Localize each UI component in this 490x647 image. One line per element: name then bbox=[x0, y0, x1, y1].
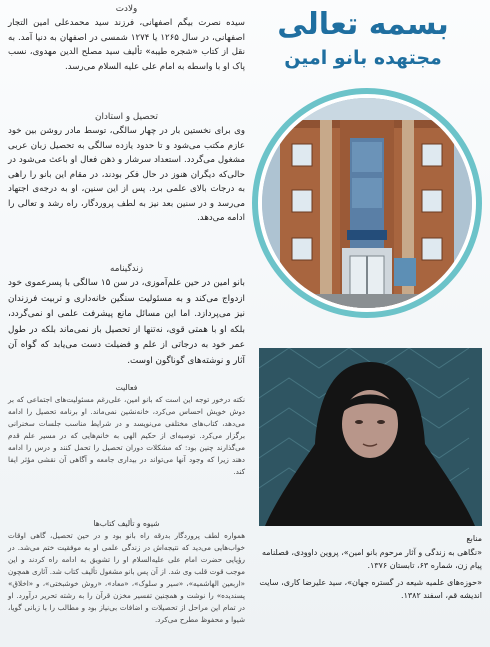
section-activity bbox=[8, 382, 245, 478]
section-life bbox=[8, 262, 245, 369]
section-education bbox=[8, 110, 245, 226]
building-illustration bbox=[262, 98, 472, 308]
building-photo bbox=[262, 98, 472, 308]
page-title: بسمه تعالی bbox=[277, 7, 449, 42]
references bbox=[257, 532, 482, 602]
section-text: وی برای نخستین بار در چهار سالگی، توسط مادر روشن بین خود عازم مکتب می‌شود و تا حدود یازده سالگی به تحصیل زبان عربی مشغول می‌گردد. استعداد سرشار و ذهن فعال او باعث می‌شود در حالی‌که دیگران هنوز در حال فکر بودند، در مقام این بانو را راهی به درجات بالای علمی برد. پس از این سنین، او به درجه‌ی اجتهاد می‌رسد و در سنین بعد نیز به لطف پروردگار، راه رشد و تعالی را ادامه می‌دهد. bbox=[8, 126, 245, 223]
section-text: همواره لطف پروردگار بدرقه راه بانو بود و در حین تحصیل، گاهی اوقات خواب‌هایی می‌دید که نتیجه‌اش در زندگی علمی او به موفقیت ختم می‌شد. در رؤیایی حضرت امام علی علیه‌السلام او را تشویق به ادامه راه کردند و این موجب قوت قلب وی شد. از آن پس بانو مشغول تألیف کتاب شد. آثاری همچون «اربعین الهاشمیه»، «سیر و سلوک»، «معاد»، «روش خوشبختی»، و «اخلاق» پسندیده» را نوشت و همچنین تفسیر مخزن قرآن را به رشته تحریر درآورد. او در تمام این مراحل از تحصیلات و اضافات بی‌نیاز بود و مطالب را با زبانی گویا، شیوا و محفوظ مطرح می‌کرد. bbox=[8, 531, 245, 624]
reference-item: «نگاهی به زندگی و آثار مرحوم بانو امین»، پروین داوودی، فصلنامه پیام زن، شماره ۶۳، تابستان ۱۳۷۶. bbox=[261, 548, 482, 570]
section-works bbox=[8, 518, 245, 626]
page-subtitle: مجتهده بانو امین bbox=[284, 46, 442, 69]
section-text: نکته درخور توجه این است که بانو امین، علی‌رغم مسئولیت‌های اجتماعی که بر دوش خویش احساس می‌کرد، خانه‌نشین نمی‌ماند. او برنامه تحصیل را ادامه می‌دهد، کتاب‌های مختلفی می‌نویسد و در شرایط مناسب جلسات سخنرانی برگزار می‌کرد. توصیه‌ای از حکیم الهی به خانم‌هایی که در مسیر علم قدم می‌گذارند چنین بود: که مشکلات دوران تحصیل را تحمل کنند و درس را ادامه دهند زیرا که وجود آنها می‌تواند در بیداری جامعه و آگاهی آن نقشی مؤثر ایفا کند. bbox=[8, 395, 245, 476]
title-block bbox=[248, 8, 478, 69]
section-text: سیده نصرت بیگم اصفهانی، فرزند سید محمدعلی امین التجار اصفهانی، در سال ۱۲۶۵ یا ۱۲۷۴ شمسی در اصفهان به دنیا آمد. به نقل از کتاب «شجره طیبه» تألیف سید مصلح الدین مهدوی، نسب پاک او با واسطه به امام علی علیه السلام می‌رسد. bbox=[8, 18, 245, 72]
section-heading: ولادت bbox=[115, 4, 138, 14]
section-heading: فعالیت bbox=[115, 383, 138, 392]
reference-item: «حوزه‌های علمیه شیعه در گستره جهان»، سید علیرضا کاری، سایت اندیشه قم، اسفند ۱۳۸۲. bbox=[259, 578, 482, 600]
portrait-photo bbox=[259, 348, 482, 526]
section-text: بانو امین در حین علم‌آموزی، در سن ۱۵ سالگی با پسرعموی خود ازدواج می‌کند و به مسئولیت سنگین خانه‌داری و تربیت فرزندان نیز می‌پردازد. اما این مسائل مانع پیشرفت علمی او نمی‌گردد، بلکه او با همتی قوی، نه‌تنها از تحصیل باز نمی‌ماند بلکه در طول عمر خود به درجاتی از علم و فضیلت دست می‌یابد که گواه آن آثار و نوشته‌های گوناگون اوست. bbox=[8, 278, 245, 366]
section-heading: تحصیل و استادان bbox=[95, 112, 158, 122]
section-heading: زندگینامه bbox=[110, 264, 143, 274]
portrait-illustration bbox=[259, 348, 482, 526]
references-heading: منابع bbox=[466, 534, 482, 543]
section-heading: شیوه و تألیف کتاب‌ها bbox=[93, 519, 160, 528]
section-birth bbox=[8, 2, 245, 74]
